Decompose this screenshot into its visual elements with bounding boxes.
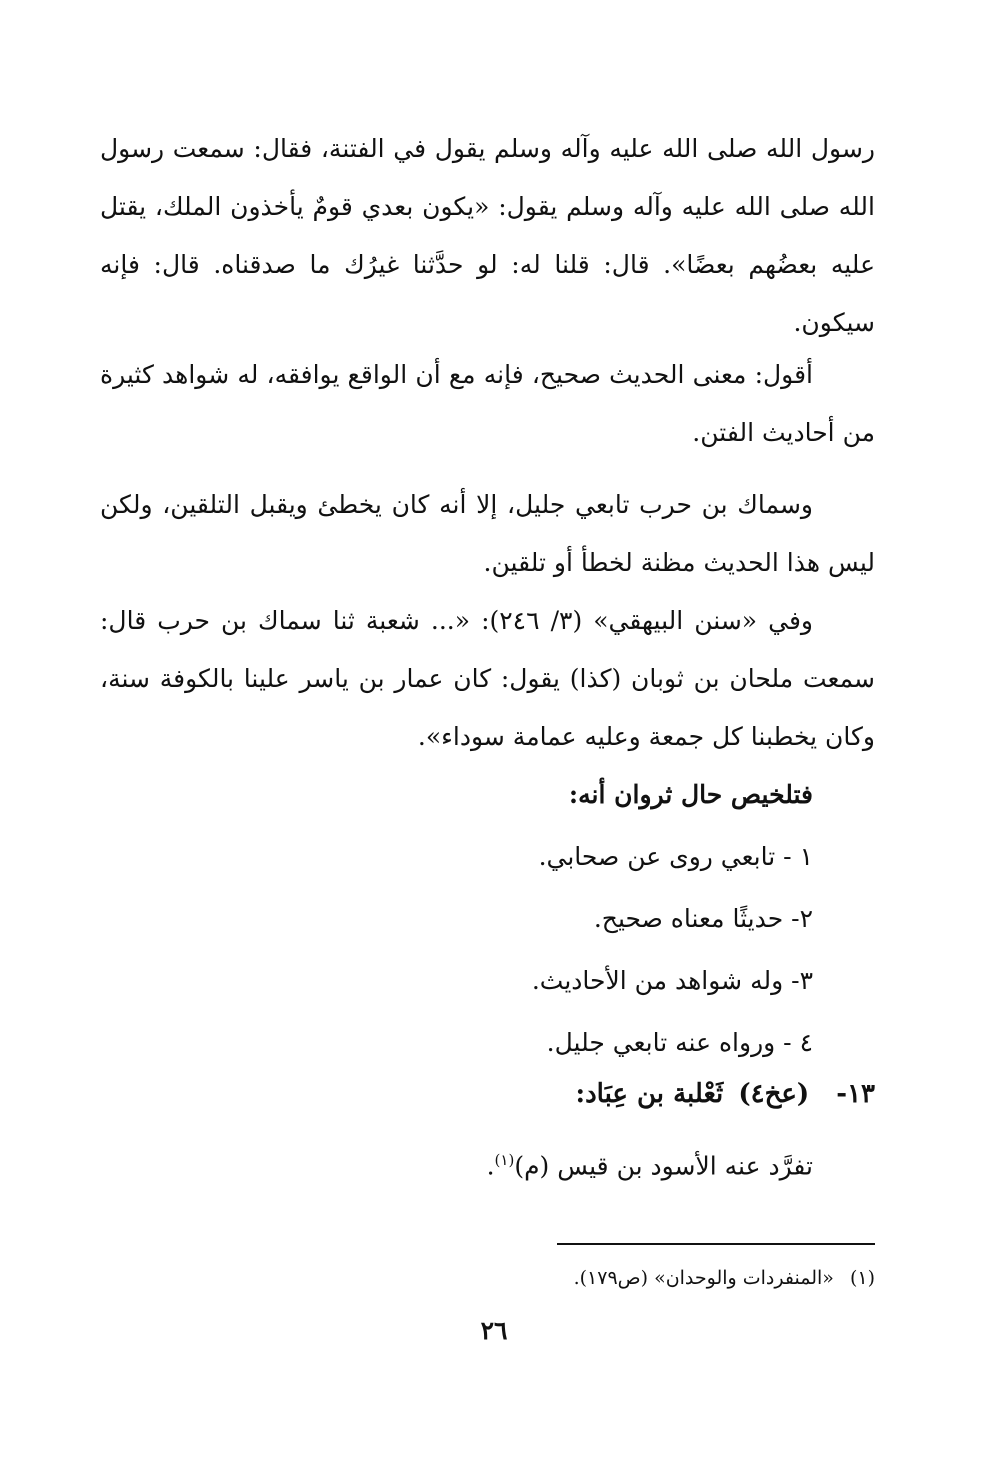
body-text-bayhaqi <box>100 592 875 766</box>
summary-item: ٤ - ورواه عنه تابعي جليل. <box>546 1028 813 1057</box>
body-text-narrator <box>100 476 875 592</box>
summary-item: ١ - تابعي روى عن صحابي. <box>538 842 813 871</box>
entry-number: ١٣- <box>836 1079 875 1109</box>
summary-item: ٣- وله شواهد من الأحاديث. <box>531 966 813 995</box>
footnote-divider <box>557 1243 875 1245</box>
paragraph-bayhaqi-quote: وفي «سنن البيهقي» (٣/ ٢٤٦): «... شعبة ثنا سماك بن حرب قال: سمعت ملحان بن ثوبان (كذا) يقول: كان عمار بن ياسر علينا بالكوفة سنة، وكان يخطبنا كل جمعة وعليه عمامة سوداء». <box>100 606 875 751</box>
entry-text-end: . <box>486 1151 495 1181</box>
paragraph-hadith-continuation: رسول الله صلى الله عليه وآله وسلم يقول في الفتنة، فقال: سمعت رسول الله صلى الله عليه وآله وسلم يقول: «يكون بعدي قومٌ يأخذون الملك، يقتل عليه بعضُهم بعضًا». قال: قلنا له: لو حدَّثنا غيرُك ما صدقناه. قال: فإنه سيكون. <box>100 134 875 337</box>
footnote <box>574 1262 875 1294</box>
body-text <box>100 120 875 352</box>
entry-name: ثَعْلبة بن عِبَاد: <box>575 1079 724 1109</box>
summary-section <box>253 764 813 1074</box>
paragraph-commentary: أقول: معنى الحديث صحيح، فإنه مع أن الواقع يوافقه، له شواهد كثيرة من أحاديث الفتن. <box>100 360 875 447</box>
entry-text-body: تفرَّد عنه الأسود بن قيس (م) <box>514 1151 813 1181</box>
paragraph-narrator-assessment: وسماك بن حرب تابعي جليل، إلا أنه كان يخطئ ويقبل التلقين، ولكن ليس هذا الحديث مظنة لخطأ أو تلقين. <box>100 490 875 577</box>
body-text-commentary <box>100 346 875 462</box>
summary-heading: فتلخيص حال ثروان أنه: <box>568 780 813 809</box>
footnote-reference[interactable]: (١) <box>494 1151 515 1169</box>
entry-heading <box>575 1064 875 1124</box>
entry-text <box>487 1130 813 1196</box>
page-number: ٢٦ <box>480 1316 508 1345</box>
footnote-text: «المنفردات والوحدان» (ص١٧٩). <box>573 1267 834 1289</box>
footnote-marker: (١) <box>849 1267 875 1289</box>
entry-code: (عخ٤) <box>738 1079 810 1109</box>
summary-item: ٢- حديثًا معناه صحيح. <box>593 904 813 933</box>
